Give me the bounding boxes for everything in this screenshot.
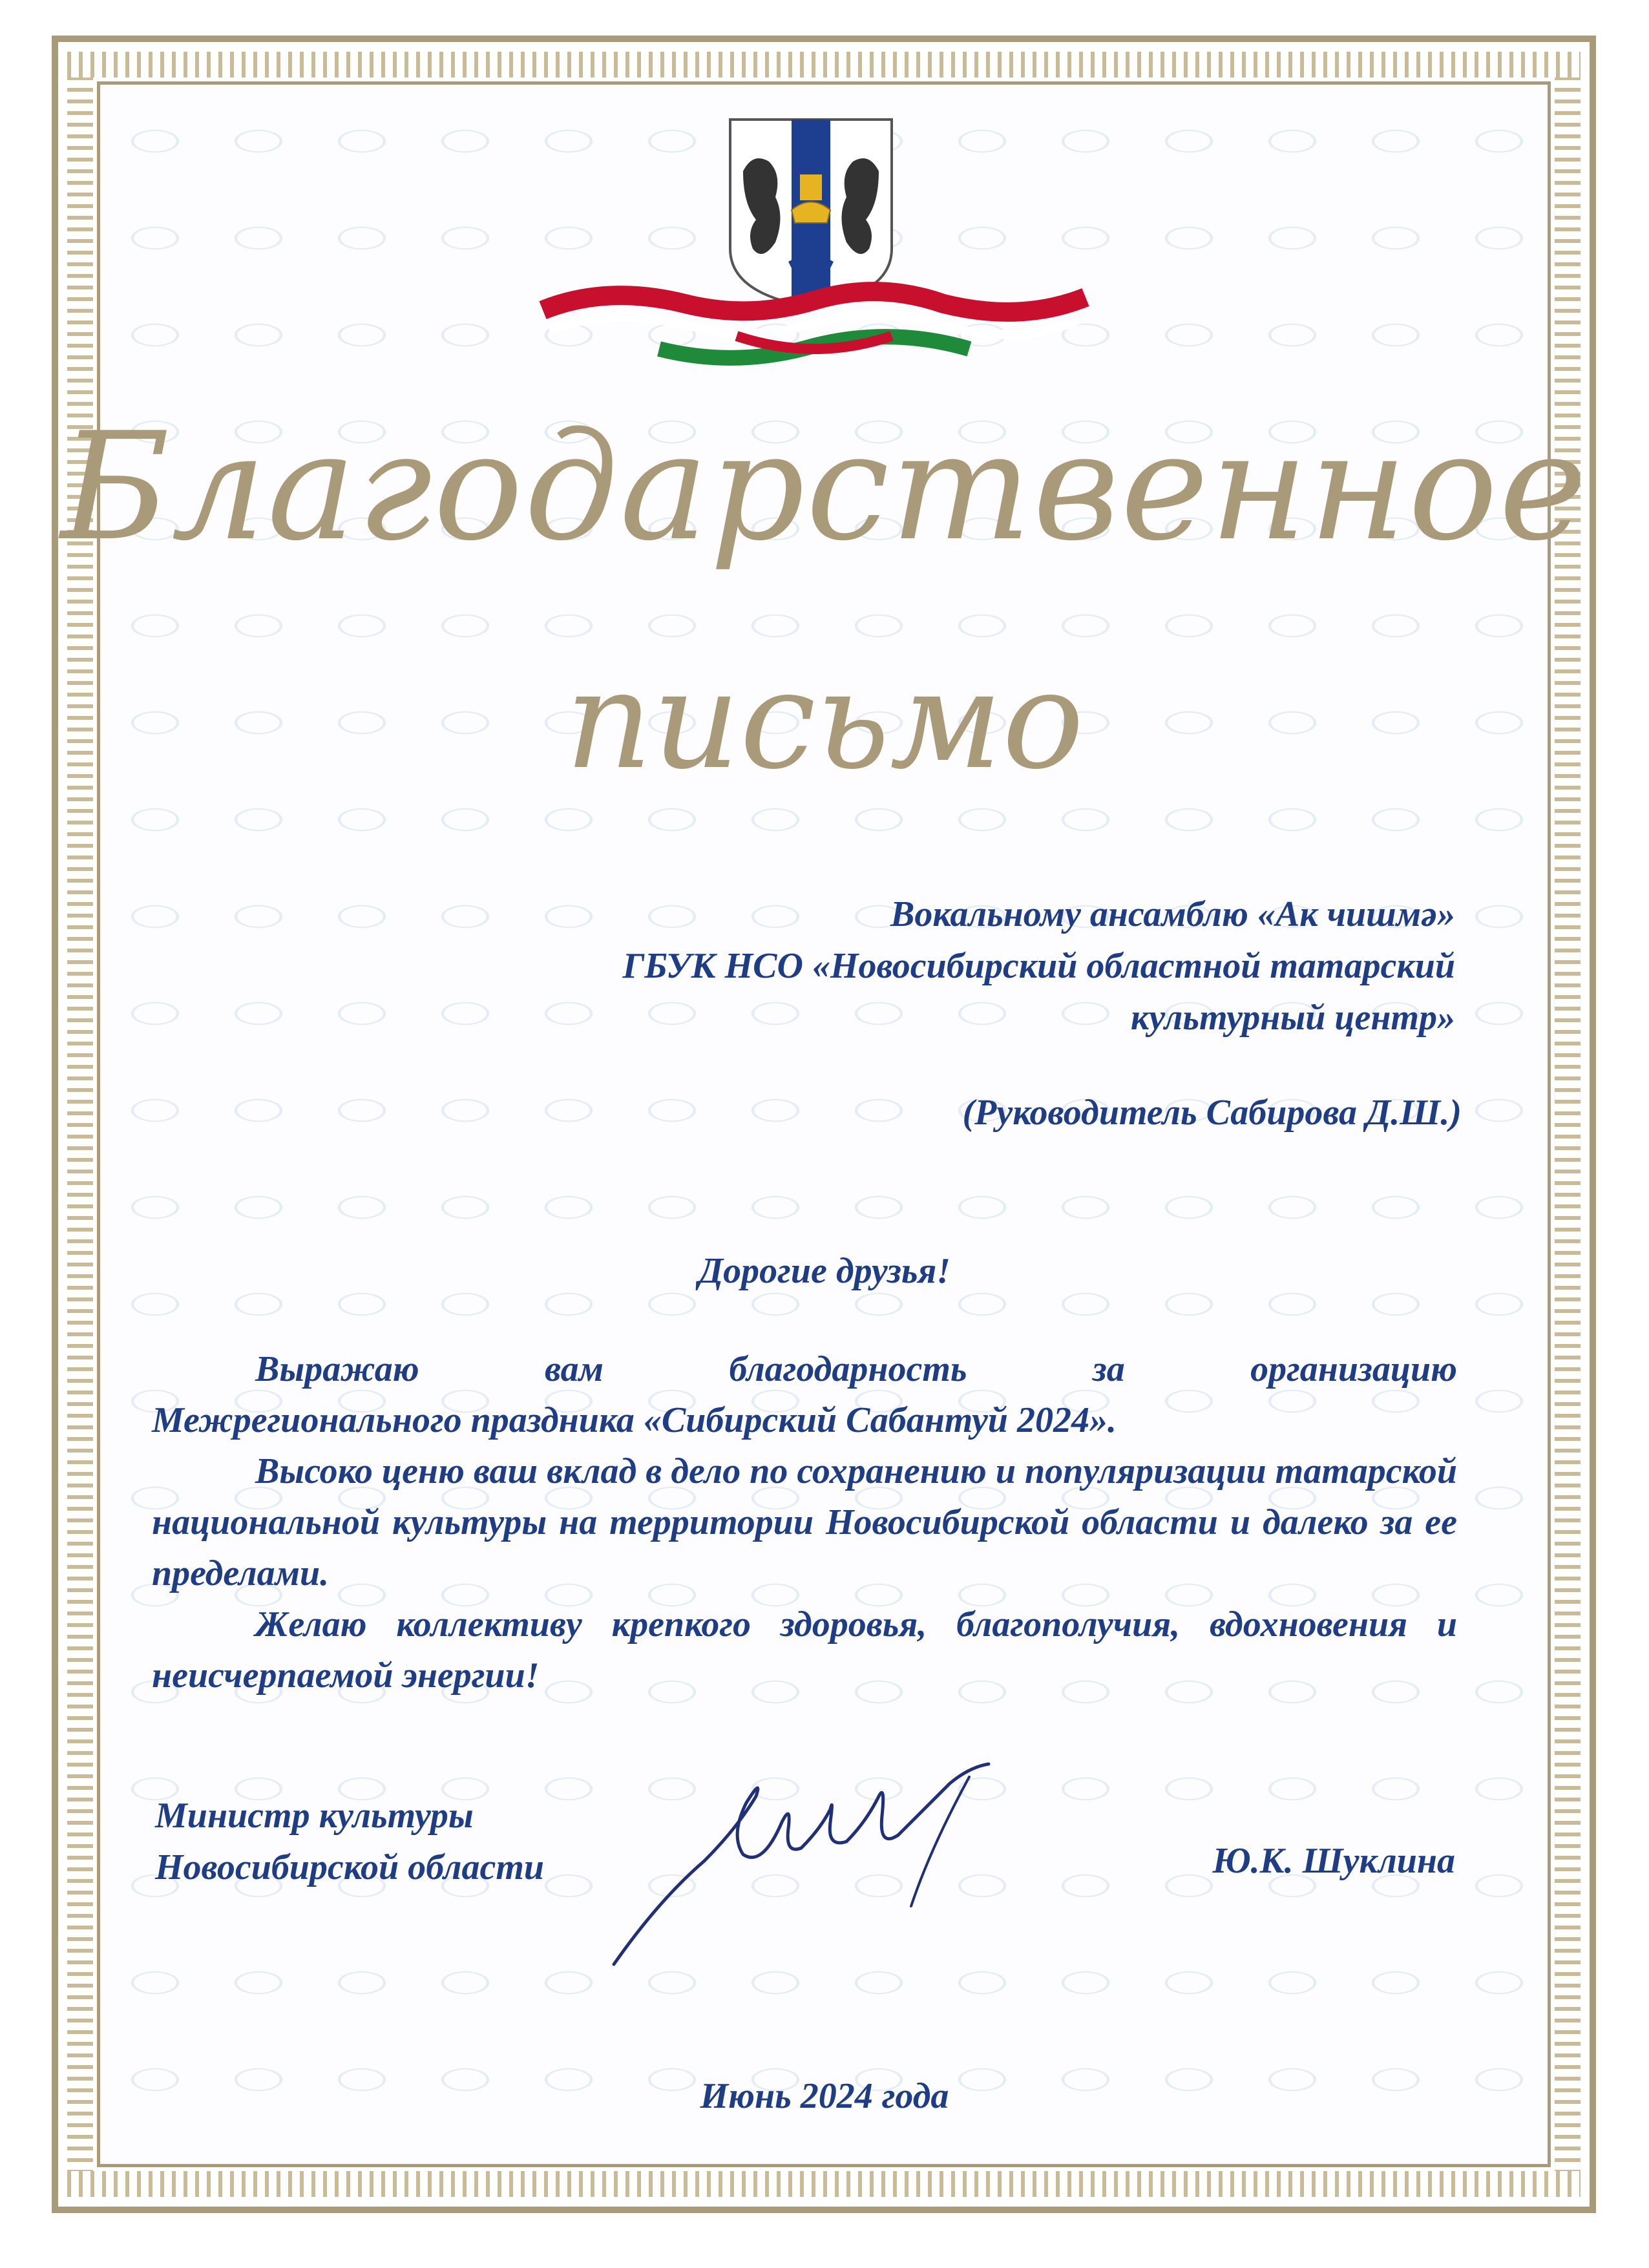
signatory-role — [155, 1790, 544, 1893]
paragraph: Выражаю вам благодарность за организацию — [255, 1349, 1457, 1389]
paragraph: Межрегионального праздника «Сибирский Сабантуй 2024». — [152, 1400, 1117, 1440]
signatory-role-line: Министр культуры — [155, 1796, 474, 1836]
recipient-block — [421, 888, 1455, 1044]
recipient-line: ГБУК НСО «Новосибирский областной татарский — [622, 946, 1455, 986]
ribbon-decoration — [530, 271, 1098, 375]
letter-body — [152, 1344, 1457, 1701]
paragraph: Высоко ценю ваш вклад в дело по сохранению и популяризации татарской национальной культуры на территории Новосибирской области и далеко за ее пределами. — [152, 1451, 1457, 1593]
date-line: Июнь 2024 года — [700, 2076, 949, 2116]
title-line2: письмо — [565, 641, 1084, 799]
recipient-line: Вокальному ансамблю «Ак чишмә» — [890, 894, 1455, 934]
recipient-line: культурный центр» — [1130, 998, 1455, 1038]
title-line1: Благодарственное — [61, 401, 1588, 574]
handwritten-signature — [607, 1758, 1021, 1977]
greeting: Дорогие друзья! — [698, 1251, 951, 1291]
signatory-name: Ю.К. Шуклина — [1212, 1841, 1455, 1881]
paragraph: Желаю коллективу крепкого здоровья, благополучия, вдохновения и неисчерпаемой энергии! — [152, 1604, 1457, 1696]
signatory-role-line: Новосибирской области — [155, 1847, 545, 1887]
manager-line: (Руководитель Сабирова Д.Ш.) — [962, 1093, 1462, 1133]
